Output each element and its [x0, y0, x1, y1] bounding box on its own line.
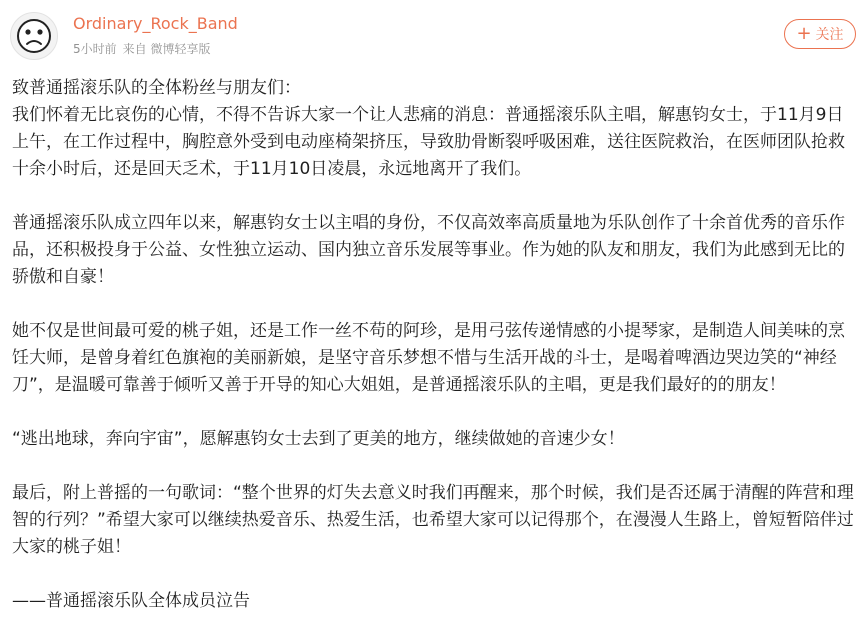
- post-greeting: 致普通摇滚乐队的全体粉丝与朋友们：: [12, 78, 301, 98]
- post-source[interactable]: 来自 微博轻享版: [122, 42, 211, 56]
- post-meta: [73, 40, 216, 57]
- author-name[interactable]: Ordinary_Rock_Band: [73, 14, 238, 33]
- post-paragraph-4: “逃出地球，奔向宇宙”，愿解惠钧女士去到了更美的地方，继续做她的音速少女！: [12, 429, 625, 449]
- post-paragraph-2: 普通摇滚乐队成立四年以来，解惠钧女士以主唱的身份，不仅高效率高质量地为乐队创作了十余首优秀的音乐作品，还积极投身于公益、女性独立运动、国内独立音乐发展等事业。作为她的队友和朋友，我们为此感到无比的骄傲和自豪！: [12, 213, 845, 287]
- follow-button-label: 关注: [815, 27, 844, 43]
- post-header: [0, 0, 859, 70]
- post-body: [12, 75, 854, 615]
- post-paragraph-3: 她不仅是世间最可爱的桃子姐，还是工作一丝不苟的阿珍，是用弓弦传递情感的小提琴家，是制造人间美味的烹饪大师，是曾身着红色旗袍的美丽新娘，是坚守音乐梦想不惜与生活开战的斗士，是喝着啤酒边哭边笑的“神经刀”，是温暖可靠善于倾听又善于开导的知心大姐姐，是普通摇滚乐队的主唱，更是我们最好的的朋友！: [12, 321, 845, 395]
- sad-face-icon: [11, 13, 57, 59]
- plus-icon: +: [796, 23, 812, 44]
- post-signature: ——普通摇滚乐队全体成员泣告: [12, 591, 250, 611]
- avatar[interactable]: [10, 12, 58, 60]
- post-paragraph-1: 我们怀着无比哀伤的心情，不得不告诉大家一个让人悲痛的消息：普通摇滚乐队主唱，解惠钧女士，于11月9日上午，在工作过程中，胸腔意外受到电动座椅架挤压，导致肋骨断裂呼吸困难，送往医院救治，在医师团队抢救十余小时后，还是回天乏术，于11月10日凌晨，永远地离开了我们。: [12, 105, 845, 179]
- follow-button[interactable]: [784, 19, 856, 49]
- post-time: 5小时前: [73, 42, 117, 56]
- post-paragraph-5: 最后，附上普摇的一句歌词：“整个世界的灯失去意义时我们再醒来，那个时候，我们是否还属于清醒的阵营和理智的行列？”希望大家可以继续热爱音乐、热爱生活，也希望大家可以记得那个，在漫漫人生路上，曾短暂陪伴过大家的桃子姐！: [12, 483, 854, 557]
